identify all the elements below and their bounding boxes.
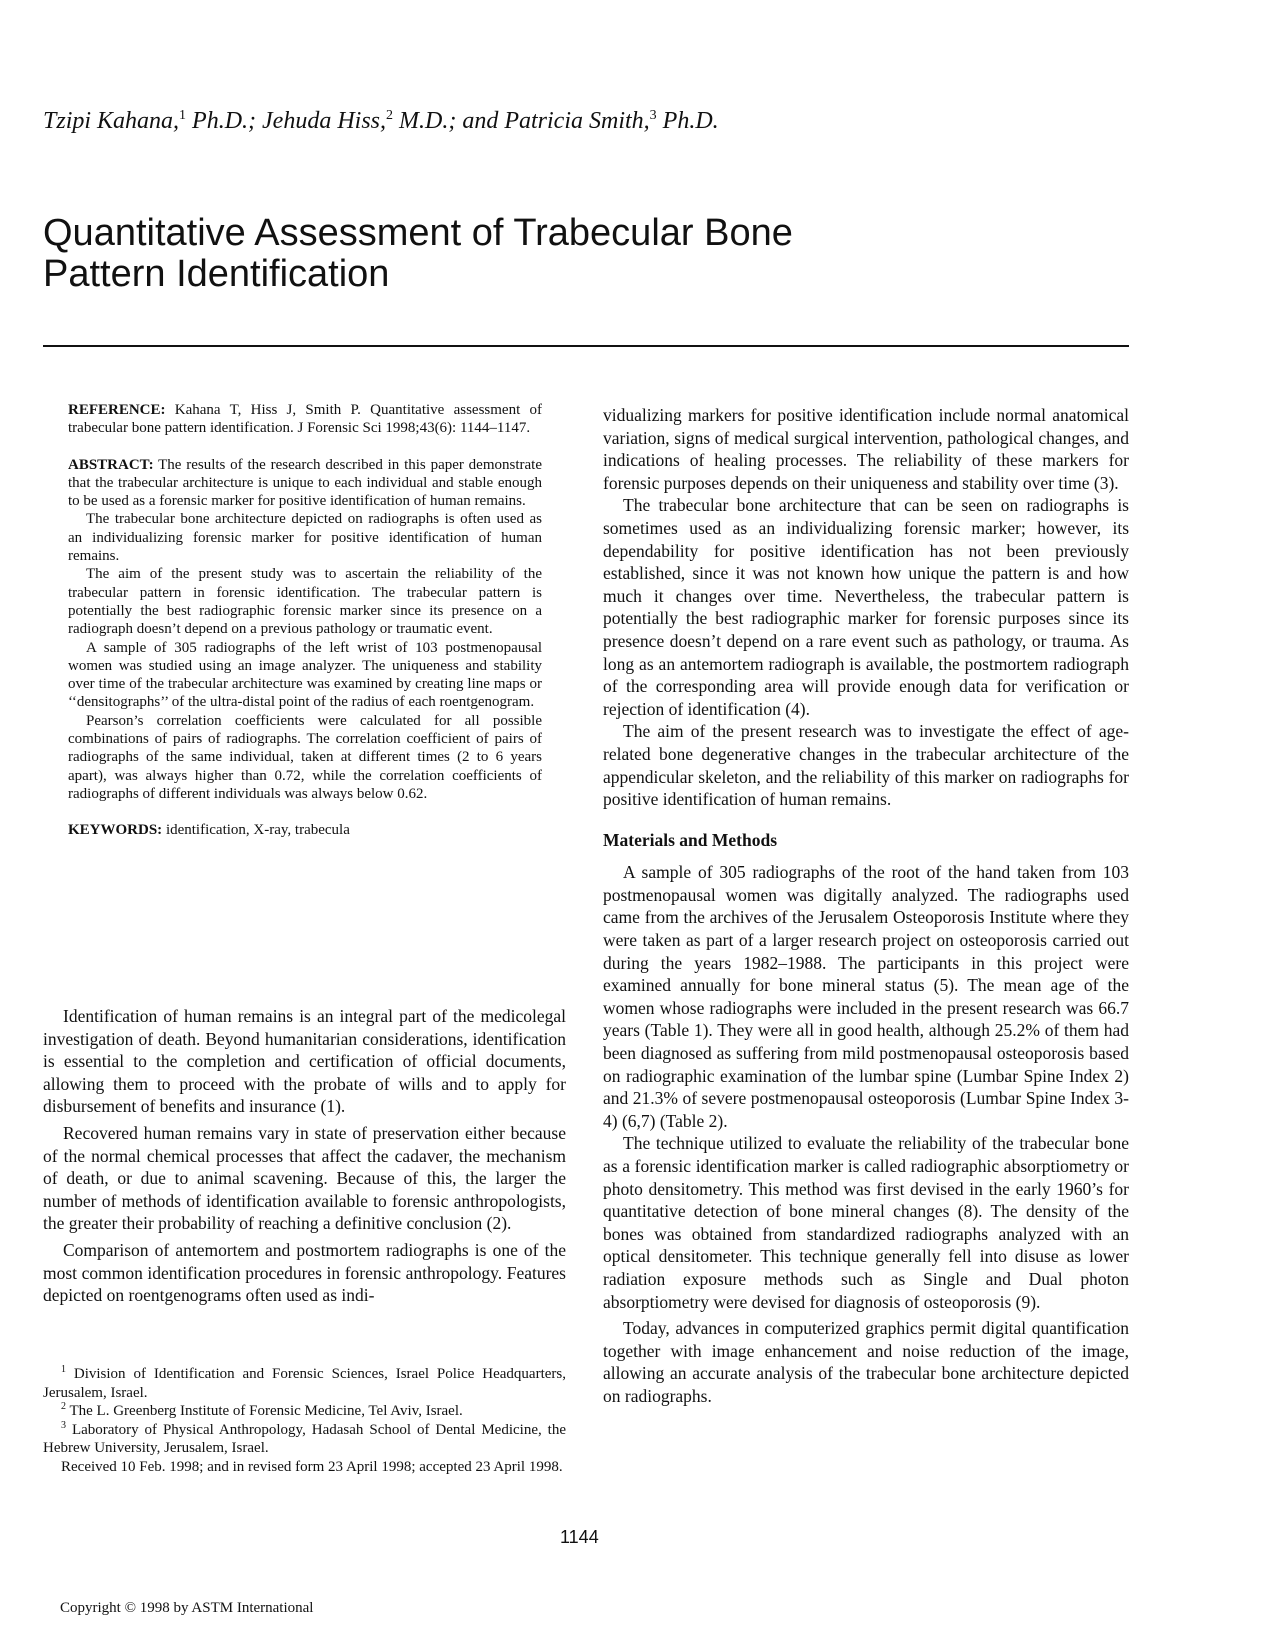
copyright-notice: Copyright © 1998 by ASTM International — [60, 1600, 314, 1616]
author-line — [43, 108, 719, 135]
footnote-mark: 1 — [61, 1364, 66, 1375]
abstract-paragraph: The trabecular bone architecture depicted on radiographs is often used as an individualizing forensic marker for positive identification of human remains. — [68, 511, 542, 565]
affiliation-mark: 2 — [386, 108, 393, 123]
page-number: 1144 — [560, 1527, 599, 1547]
body-paragraph: Recovered human remains vary in state of preservation either because of the normal chemical processes that affect the cadaver, the mechanism of death, or due to animal scavening. Because of this, the larger the number of methods of identification available to forensic anthropologists, the greater their probability of reaching a definitive conclusion (2). — [43, 1122, 566, 1234]
abstract-paragraph: ABSTRACT: The results of the research described in this paper demonstrate that the trabecular architecture is unique to each individual and stable enough to be used as a forensic marker for positive identification of human remains. — [68, 456, 542, 510]
reference-text: Kahana T, Hiss J, Smith P. Quantitative assessment of trabecular bone pattern identification. J Forensic Sci 1998;43(6): 1144–1147. — [68, 402, 542, 437]
body-paragraph: A sample of 305 radiographs of the root of the hand taken from 103 postmenopausal women was digitally analyzed. The radiographs used came from the archives of the Jerusalem Osteoporosis Institute where they were taken as part of a larger research project on osteoporosis carried out during the years 1982–1988. The participants in this project were examined annually for bone mineral status (5). The mean age of the women whose radiographs were included in the present research was 66.7 years (Table 1). They were all in good health, although 25.2% of them had been diagnosed as suffering from mild postmenopausal osteoporosis based on radiographic examination of the lumbar spine (Lumbar Spine Index 2) and 21.3% of severe postmenopausal osteoporosis (Lumbar Spine Index 3-4) (6,7) (Table 2). — [603, 862, 1129, 1131]
body-right-column — [603, 404, 1129, 1408]
abstract-paragraph: The aim of the present study was to ascertain the reliability of the trabecular pattern in forensic identification. The trabecular pattern is potentially the best radiographic forensic marker since its presence on a radiograph doesn’t depend on a previous pathology or traumatic event. — [68, 566, 542, 638]
footnote-mark: 3 — [61, 1419, 66, 1431]
title-divider — [43, 345, 1129, 347]
abstract-paragraph: A sample of 305 radiographs of the left wrist of 103 postmenopausal women was studied using an image analyzer. The uniqueness and stability over time of the trabecular architecture was examined by creating line maps or ‘‘densitographs’’ of the ultra-distal point of the radius of each roentgenogram. — [68, 639, 542, 711]
footnotes — [43, 1365, 566, 1476]
paper-title: Quantitative Assessment of Trabecular Bone Pattern Identification — [43, 212, 793, 296]
body-paragraph: The technique utilized to evaluate the reliability of the trabecular bone as a forensic identification marker is called radiographic absorptiometry or photo densitometry. This method was first devised in the early 1960’s for quantitative detection of bone mineral changes (8). The density of the bones was obtained from standardized radiographs analyzed with an optical densitometer. This technique generally fell into disuse as lower radiation exposure methods such as Single and Dual photon absorptiometry were devised for diagnosis of osteoporosis (9). — [603, 1133, 1129, 1312]
body-paragraph: Today, advances in computerized graphics permit digital quantification together with image enhancement and noise reduction of the image, allowing an accurate analysis of the trabecular bone architecture depicted on radiographs. — [603, 1318, 1129, 1406]
keywords-label: KEYWORDS: — [68, 822, 163, 839]
body-paragraph: Comparison of antemortem and postmortem radiographs is one of the most common identification procedures in forensic anthropology. Features depicted on roentgenograms often used as indi- — [43, 1239, 566, 1306]
abstract-label: ABSTRACT: — [68, 456, 154, 473]
footnote-mark: 2 — [61, 1401, 66, 1412]
body-paragraph: The aim of the present research was to investigate the effect of age-related bone degenerative changes in the trabecular architecture of the appendicular skeleton, and the reliability of this marker on radiographs for positive identification of human remains. — [603, 721, 1129, 810]
keywords-paragraph — [68, 821, 542, 839]
author-degree: Ph.D. — [656, 108, 719, 134]
reference-paragraph — [68, 401, 542, 438]
author-name: Jehuda Hiss, — [262, 108, 386, 134]
keywords-text: identification, X-ray, trabecula — [162, 822, 350, 839]
reference-label: REFERENCE: — [68, 402, 166, 418]
body-paragraph: The trabecular bone architecture that can be seen on radiographs is sometimes used as an individualizing forensic marker; however, its dependability for positive identification has not been previously established, since it was not known how unique the pattern is and how much it changes over time. Nevertheless, the trabecular pattern is potentially the best radiographic marker for forensic purposes since its presence doesn’t depend on a rare event such as pathology, or trauma. As long as an antemortem radiograph is available, the postmortem radiograph of the corresponding area will provide enough data for verification or rejection of identification (4). — [603, 495, 1129, 719]
author-degree: Ph.D.; — [186, 108, 263, 134]
author-name: Tzipi Kahana, — [43, 108, 180, 134]
affiliation-mark: 1 — [179, 108, 187, 123]
author-degree: M.D.; and — [393, 108, 505, 134]
author-name: Patricia Smith, — [504, 108, 650, 134]
body-paragraph: Identification of human remains is an integral part of the medicolegal investigation of death. Beyond humanitarian considerations, identification is essential to the completion and certification of official documents, allowing them to proceed with the probate of wills and to apply for disbursement of benefits and insurance (1). — [43, 1006, 566, 1117]
abstract-block — [68, 401, 542, 840]
abstract-paragraph: Pearson’s correlation coefficients were calculated for all possible combinations of pairs of radiographs. The correlation coefficient of pairs of radiographs of the same individual, taken at different times (2 to 6 years apart), was always higher than 0.72, while the correlation coefficients of radiographs of different individuals was always below 0.62. — [68, 712, 542, 802]
affiliation-mark: 3 — [649, 108, 657, 123]
footnote: $^1$ Division of Identification and Forensic Sciences, Israel Police Headquarters, Jerusalem, Israel. — [43, 1364, 566, 1401]
received-note: Received 10 Feb. 1998; and in revised form 23 April 1998; accepted 23 April 1998. — [61, 1458, 563, 1475]
section-heading: Materials and Methods — [603, 829, 778, 850]
body-paragraph: vidualizing markers for positive identification include normal anatomical variation, signs of medical surgical intervention, pathological changes, and indications of healing processes. The reliability of these markers for forensic purposes depends on their uniqueness and stability over time (3). — [603, 405, 1129, 493]
footnote: $^2$ The L. Greenberg Institute of Forensic Medicine, Tel Aviv, Israel. — [61, 1401, 463, 1419]
footnote: $^3$ Laboratory of Physical Anthropology, Hadasah School of Dental Medicine, the Hebrew University, Jerusalem, Israel. — [43, 1419, 566, 1456]
body-left-column — [43, 1005, 566, 1307]
